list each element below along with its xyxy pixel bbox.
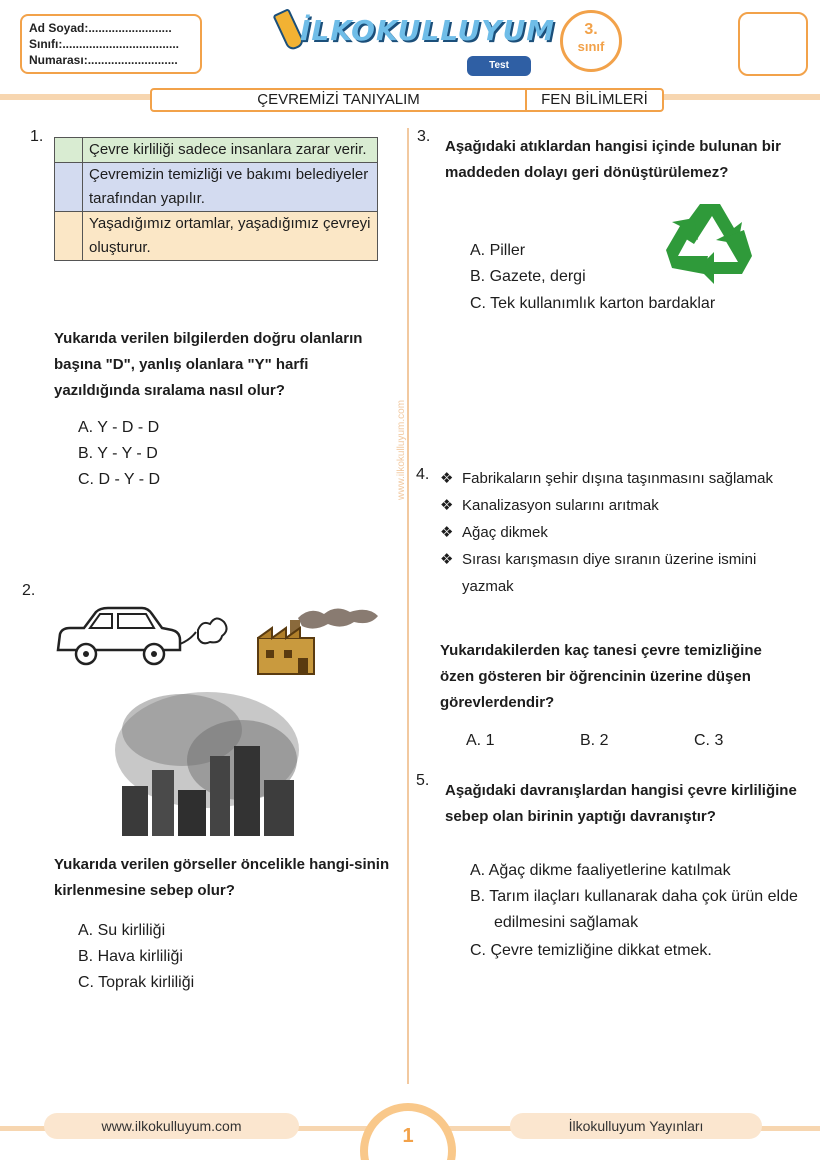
q3-option-c[interactable]: C. Tek kullanımlık karton bardaklar (470, 295, 716, 312)
q5-option-c[interactable]: C. Çevre temizliğine dikkat etmek. (470, 942, 712, 959)
q5-option-a[interactable]: A. Ağaç dikme faaliyetlerine katılmak (470, 862, 731, 879)
q1-option-b[interactable]: B. Y - Y - D (78, 445, 158, 462)
q4-number: 4. (416, 466, 430, 483)
diamond-bullet-icon: ❖ (440, 551, 454, 568)
q4-bullet-list (440, 465, 800, 600)
q1-option-c[interactable]: C. D - Y - D (78, 471, 161, 488)
class-field: Sınıfı:................................... (29, 37, 180, 51)
q1-statement: Yaşadığımız ortamlar, yaşadığımız çevreyi oluşturur. (83, 212, 378, 261)
score-box (738, 12, 808, 76)
q4-question: Yukarıdakilerden kaç tanesi çevre temizliğine özen gösteren bir öğrencinin üzerine düşen görevlerdendir? (440, 642, 762, 711)
column-divider (407, 128, 409, 1084)
answer-box[interactable] (55, 138, 83, 163)
page-number-badge (360, 1103, 456, 1160)
factory-smoke-image (250, 600, 382, 680)
grade-badge (560, 10, 622, 72)
page-number: 1 (402, 1125, 414, 1147)
title-bar (150, 88, 664, 112)
q4-bullet-text: Sırası karışmasın diye sıranın üzerine ismini yazmak (462, 551, 757, 595)
q1-option-a[interactable]: A. Y - D - D (78, 419, 160, 436)
q4-bullet-text: Ağaç dikmek (462, 524, 548, 541)
q4-bullet-text: Fabrikaların şehir dışına taşınmasını sağlamak (462, 470, 773, 487)
q1-statement: Çevre kirliliği sadece insanlara zarar verir. (83, 138, 378, 163)
car-exhaust-image (50, 600, 230, 672)
answer-box[interactable] (55, 163, 83, 212)
q2-number: 2. (22, 582, 36, 599)
answer-box[interactable] (55, 212, 83, 261)
q4-option-b[interactable]: B. 2 (580, 732, 609, 749)
footer-website[interactable]: www.ilkokulluyum.com (44, 1113, 299, 1139)
q4-option-c[interactable]: C. 3 (694, 732, 724, 749)
q2-option-a[interactable]: A. Su kirliliği (78, 922, 166, 939)
diamond-bullet-icon: ❖ (440, 470, 454, 487)
q3-option-a[interactable]: A. Piller (470, 242, 526, 259)
q3-option-b[interactable]: B. Gazete, dergi (470, 268, 586, 285)
number-field: Numarası:........................... (29, 53, 178, 67)
name-field: Ad Soyad:......................... (29, 21, 172, 35)
q5-question: Aşağıdaki davranışlardan hangisi çevre kirliliğine sebep olan birinin yaptığı davranıştır? (445, 782, 797, 825)
q4-option-a[interactable]: A. 1 (466, 732, 495, 749)
q3-number: 3. (417, 128, 431, 145)
diamond-bullet-icon: ❖ (440, 497, 454, 514)
q5-number: 5. (416, 772, 430, 789)
q2-option-c[interactable]: C. Toprak kirliliği (78, 974, 195, 991)
q4-bullet-text: Kanalizasyon sularını arıtmak (462, 497, 659, 514)
q1-table (54, 137, 378, 261)
q2-option-b[interactable]: B. Hava kirliliği (78, 948, 183, 965)
test-badge: Test (467, 56, 531, 76)
q4-bullet (440, 519, 800, 546)
q1-number: 1. (30, 128, 44, 145)
q1-row (55, 163, 378, 212)
q1-question: Yukarıda verilen bilgilerden doğru olanların başına "D", yanlış olanlara "Y" harfi yazıldığında sıralama nasıl olur? (54, 330, 363, 399)
footer-publisher: İlkokulluyum Yayınları (510, 1113, 762, 1139)
q5-option-b[interactable]: B. Tarım ilaçları kullanarak daha çok ürün elde edilmesini sağlamak (470, 888, 798, 931)
q3-question: Aşağıdaki atıklardan hangisi içinde bulunan bir maddeden dolayı geri dönüştürülemez? (445, 138, 781, 181)
q1-statement: Çevremizin temizliği ve bakımı belediyeler tarafından yapılır. (83, 163, 378, 212)
grade-number: 3. (584, 21, 598, 38)
unit-title: ÇEVREMİZİ TANIYALIM (152, 90, 527, 110)
q4-bullet (440, 492, 800, 519)
diamond-bullet-icon: ❖ (440, 524, 454, 541)
watermark: www.ilkokulluyum.com (396, 399, 407, 500)
q1-row (55, 212, 378, 261)
q2-question: Yukarıda verilen görseller öncelikle hangi-sinin kirlenmesine sebep olur? (54, 856, 390, 899)
q1-row (55, 138, 378, 163)
q4-bullet (440, 546, 800, 600)
recycle-icon (664, 198, 760, 286)
student-info-box (20, 14, 202, 74)
smog-city-image (112, 690, 302, 840)
grade-unit: sınıf (577, 39, 605, 54)
q4-bullet (440, 465, 800, 492)
logo: İLKOKULLUYUM (300, 14, 556, 47)
subject-title: FEN BİLİMLERİ (541, 91, 648, 108)
